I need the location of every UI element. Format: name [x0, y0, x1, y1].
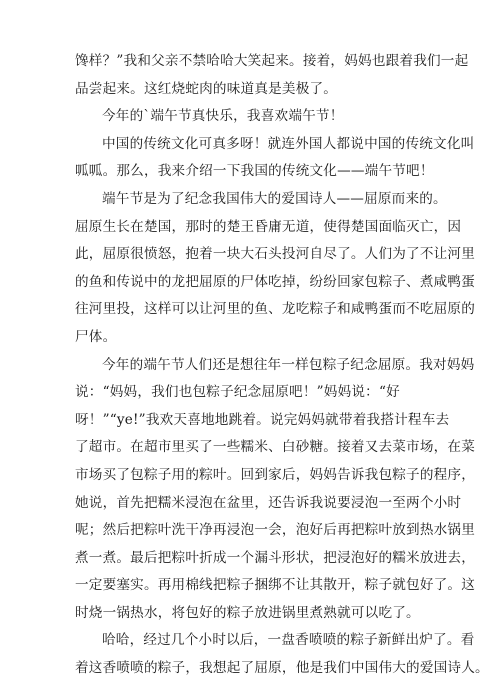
text-line-cut-off: 着这香喷喷的粽子，我想起了屈原，他是我们中国伟大的爱国诗人。 — [75, 660, 489, 677]
text-line: 煮一煮。最后把粽叶折成一个漏斗形状，把浸泡好的糯米放进去， — [75, 549, 476, 566]
text-line: 一定要塞实。再用棉线把粽子捆绑不让其散开，粽子就包好了。这 — [75, 577, 476, 594]
paragraph-qu-yuan-origin — [75, 186, 476, 352]
paragraph-zongzi-done — [75, 627, 489, 677]
paragraph-dragon-boat-happy — [75, 103, 431, 131]
text-line: 呢；然后把粽叶洗干净再浸泡一会，泡好后再把粽叶放到热水锅里 — [75, 522, 476, 539]
text-line: 哈哈，经过几个小时以后，一盘香喷喷的粽子新鲜出炉了。看 — [102, 632, 475, 649]
text-line: 尸体。 — [75, 328, 117, 345]
paragraph-traditional-culture-intro — [75, 131, 475, 186]
text-line: 呱呱。那么，我来介绍一下我国的传统文化——端午节吧！ — [75, 163, 434, 180]
text-line: 今年的`端午节真快乐，我喜欢端午节！ — [102, 108, 344, 125]
text-line: 往河里投，这样可以让河里的鱼、龙吃粽子和咸鸭蛋而不吃屈原的 — [75, 301, 476, 318]
document-page — [75, 48, 489, 677]
text-line: 中国的传统文化可真多呀！就连外国人都说中国的传统文化叫 — [102, 135, 475, 152]
text-line: 说：“妈妈，我们也包粽子纪念屈原吧！”妈妈说：“好 — [75, 384, 400, 401]
text-line: 的鱼和传说中的龙把屈原的尸体吃掉，纷纷回家包粽子、煮咸鸭蛋 — [75, 273, 476, 290]
text-line: 品尝起来。这红烧蛇肉的味道真是美极了。 — [75, 80, 338, 97]
text-line: 屈原生长在楚国，那时的楚王昏庸无道，使得楚国面临灭亡，因 — [75, 218, 462, 235]
text-line: 端午节是为了纪念我国伟大的爱国诗人——屈原而来的。 — [102, 190, 447, 207]
text-line: 时烧一锅热水，将包好的粽子放进锅里煮熟就可以吃了。 — [75, 604, 420, 621]
text-line: 今年的端午节人们还是想往年一样包粽子纪念屈原。我对妈妈 — [102, 356, 475, 373]
text-line: 市场买了包粽子用的粽叶。回到家后，妈妈告诉我包粽子的程序， — [75, 466, 476, 483]
text-line: 此，屈原很愤怒，抱着一块大石头投河自尽了。人们为了不让河里 — [75, 246, 476, 263]
text-line: 了超市。在超市里买了一些糯米、白砂糖。接着又去菜市场，在菜 — [75, 439, 476, 456]
paragraph-making-zongzi — [75, 352, 476, 628]
text-line: 馋样？”我和父亲不禁哈哈大笑起来。接着，妈妈也跟着我们一起 — [75, 53, 469, 69]
text-line: 她说，首先把糯米浸泡在盆里，还告诉我说要浸泡一至两个小时 — [75, 494, 462, 511]
paragraph-snake-meat-ending — [75, 48, 469, 103]
text-line: 呀！”“ye!”我欢天喜地地跳着。说完妈妈就带着我搭计程车去 — [75, 411, 450, 428]
